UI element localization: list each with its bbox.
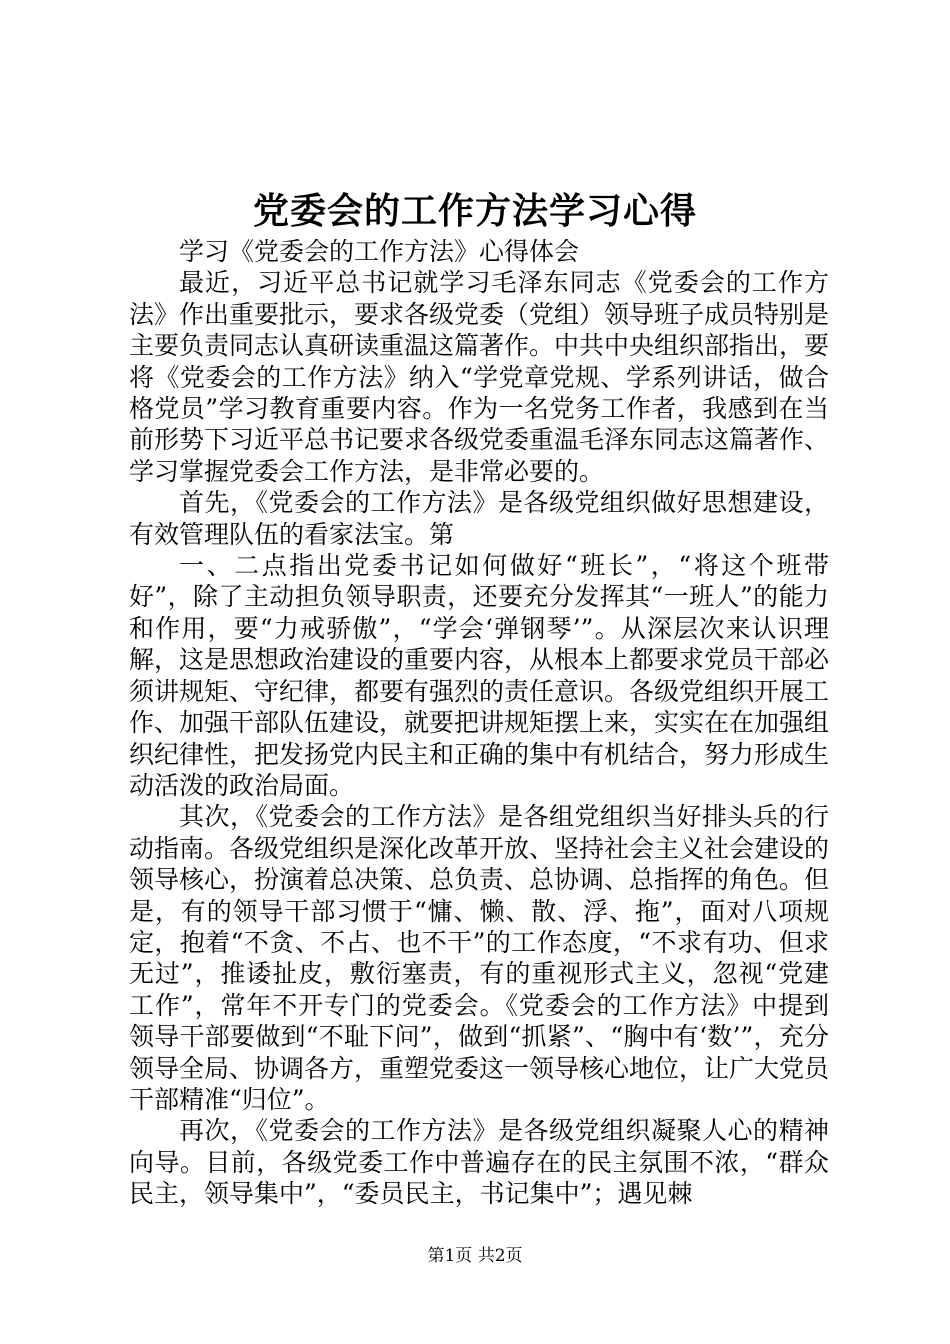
body-paragraph: 其次，《党委会的工作方法》是各组党组织当好排头兵的行动指南。各级党组织是深化改革开放、坚持社会主义社会建设的领导核心，扮演着总决策、总负责、总协调、总指挥的角色。但是，有的领导干部习惯于“慵、懒、散、浮、拖”，面对八项规定，抱着“不贪、不占、也不干”的工作态度，“不求有功、但求无过”，推诿扯皮，敷衍塞责，有的重视形式主义，忽视“党建工作”，常年不开专门的党委会。《党委会的工作方法》中提到领导干部要做到“不耻下问”，做到“抓紧”、“胸中有‘数’”，充分领导全局、协调各方，重塑党委这一领导核心地位，让广大党员干部精准“归位”。 bbox=[129, 802, 830, 1114]
document-body bbox=[129, 236, 829, 1210]
document-title: 党委会的工作方法学习心得 bbox=[252, 190, 697, 232]
page-footer: 第1页 共2页 bbox=[427, 1246, 523, 1266]
body-paragraph: 再次，《党委会的工作方法》是各级党组织凝聚人心的精神向导。目前，各级党委工作中普遍存在的民主氛围不浓，“群众民主，领导集中”，“委员民主，书记集中”；遇见棘 bbox=[129, 1116, 829, 1209]
body-paragraph-subtitle: 学习《党委会的工作方法》心得体会 bbox=[179, 237, 580, 266]
body-paragraph: 首先，《党委会的工作方法》是各级党组织做好思想建设，有效管理队伍的看家法宝。第 bbox=[129, 488, 829, 549]
body-paragraph: 一、二点指出党委书记如何做好“班长”，“将这个班带好”，除了主动担负领导职责，还要充分发挥其“一班人”的能力和作用，要“力戒骄傲”，“学会‘弹钢琴’”。从深层次来认识理解，这是思想政治建设的重要内容，从根本上都要求党员干部必须讲规矩、守纪律，都要有强烈的责任意识。各级党组织开展工作、加强干部队伍建设，就要把讲规矩摆上来，实实在在加强组织纪律性，把发扬党内民主和正确的集中有机结合，努力形成生动活泼的政治局面。 bbox=[129, 551, 830, 800]
body-paragraph: 最近，习近平总书记就学习毛泽东同志《党委会的工作方法》作出重要批示，要求各级党委（党组）领导班子成员特别是主要负责同志认真研读重温这篇著作。中共中央组织部指出，要将《党委会的工作方法》纳入“学党章党规、学系列讲话，做合格党员”学习教育重要内容。作为一名党务工作者，我感到在当前形势下习近平总书记要求各级党委重温毛泽东同志这篇著作、学习掌握党委会工作方法，是非常必要的。 bbox=[129, 268, 830, 486]
